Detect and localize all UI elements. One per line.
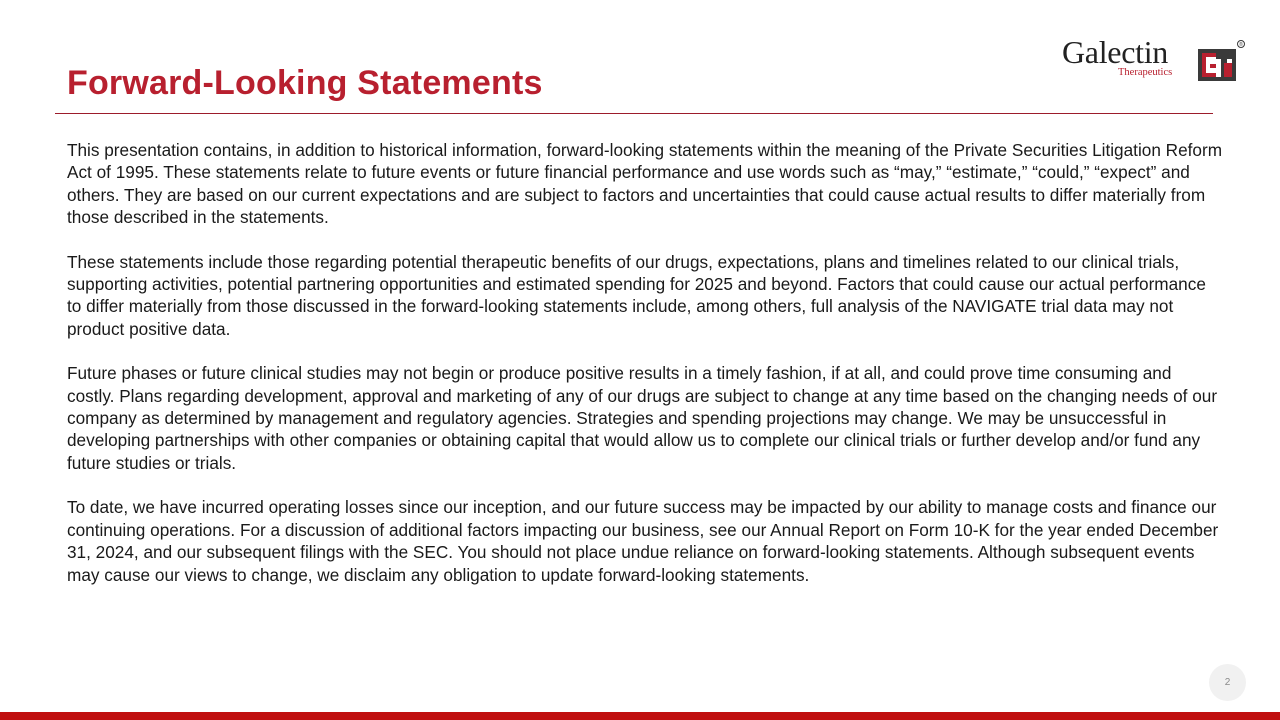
paragraph-future-phases: Future phases or future clinical studies may not begin or produce positive results in a timely fashion, if at all, and could prove time consuming and costly. Plans regarding development, approval and marketing of any of our drugs are subject to change at any time based on the changing needs of our company as determined by management and regulatory agencies. Strategies and spending projections may change. We may be unsuccessful in developing partnerships with other companies or obtaining capital that would allow us to complete our clinical trials or further develop and/or fund any future studies or trials. — [67, 363, 1218, 473]
logo-wordmark: Galectin — [1062, 34, 1168, 70]
paragraph-historical-info: This presentation contains, in addition to historical information, forward-looking statements within the meaning of the Private Securities Litigation Reform Act of 1995. These statements relate to future events or future financial performance and use words such as “may,” “estimate,” “could,” “expect” and others. They are based on our current expectations and are subject to factors and uncertainties that could cause actual results to differ materially from those described in the statements. — [67, 140, 1223, 228]
statement-body — [67, 139, 1222, 608]
page-number-badge: 2 — [1209, 664, 1246, 701]
footer-bar — [0, 712, 1280, 720]
title-divider — [55, 113, 1213, 114]
logo-subtitle: Therapeutics — [1118, 67, 1173, 78]
company-logo — [1060, 36, 1250, 84]
page-title: Forward-Looking Statements — [67, 64, 543, 102]
registered-mark: ® — [1239, 42, 1243, 48]
paragraph-operating-losses: To date, we have incurred operating losses since our inception, and our future success may be impacted by our ability to manage costs and finance our continuing operations. For a discussion of additional factors impacting our business, see our Annual Report on Form 10-K for the year ended December 31, 2024, and our subsequent filings with the SEC. You should not place undue reliance on forward-looking statements. Although subsequent events may cause our views to change, we disclaim any obligation to update forward-looking statements. — [67, 497, 1219, 585]
paragraph-statements-include: These statements include those regarding potential therapeutic benefits of our drugs, expectations, plans and timelines related to our clinical trials, supporting activities, potential partnering opportunities and estimated spending for 2025 and beyond. Factors that could cause our actual performance to differ materially from those discussed in the forward-looking statements include, among others, full analysis of the NAVIGATE trial data may not product positive data. — [67, 251, 1206, 339]
logo-mark-icon — [1198, 39, 1246, 81]
